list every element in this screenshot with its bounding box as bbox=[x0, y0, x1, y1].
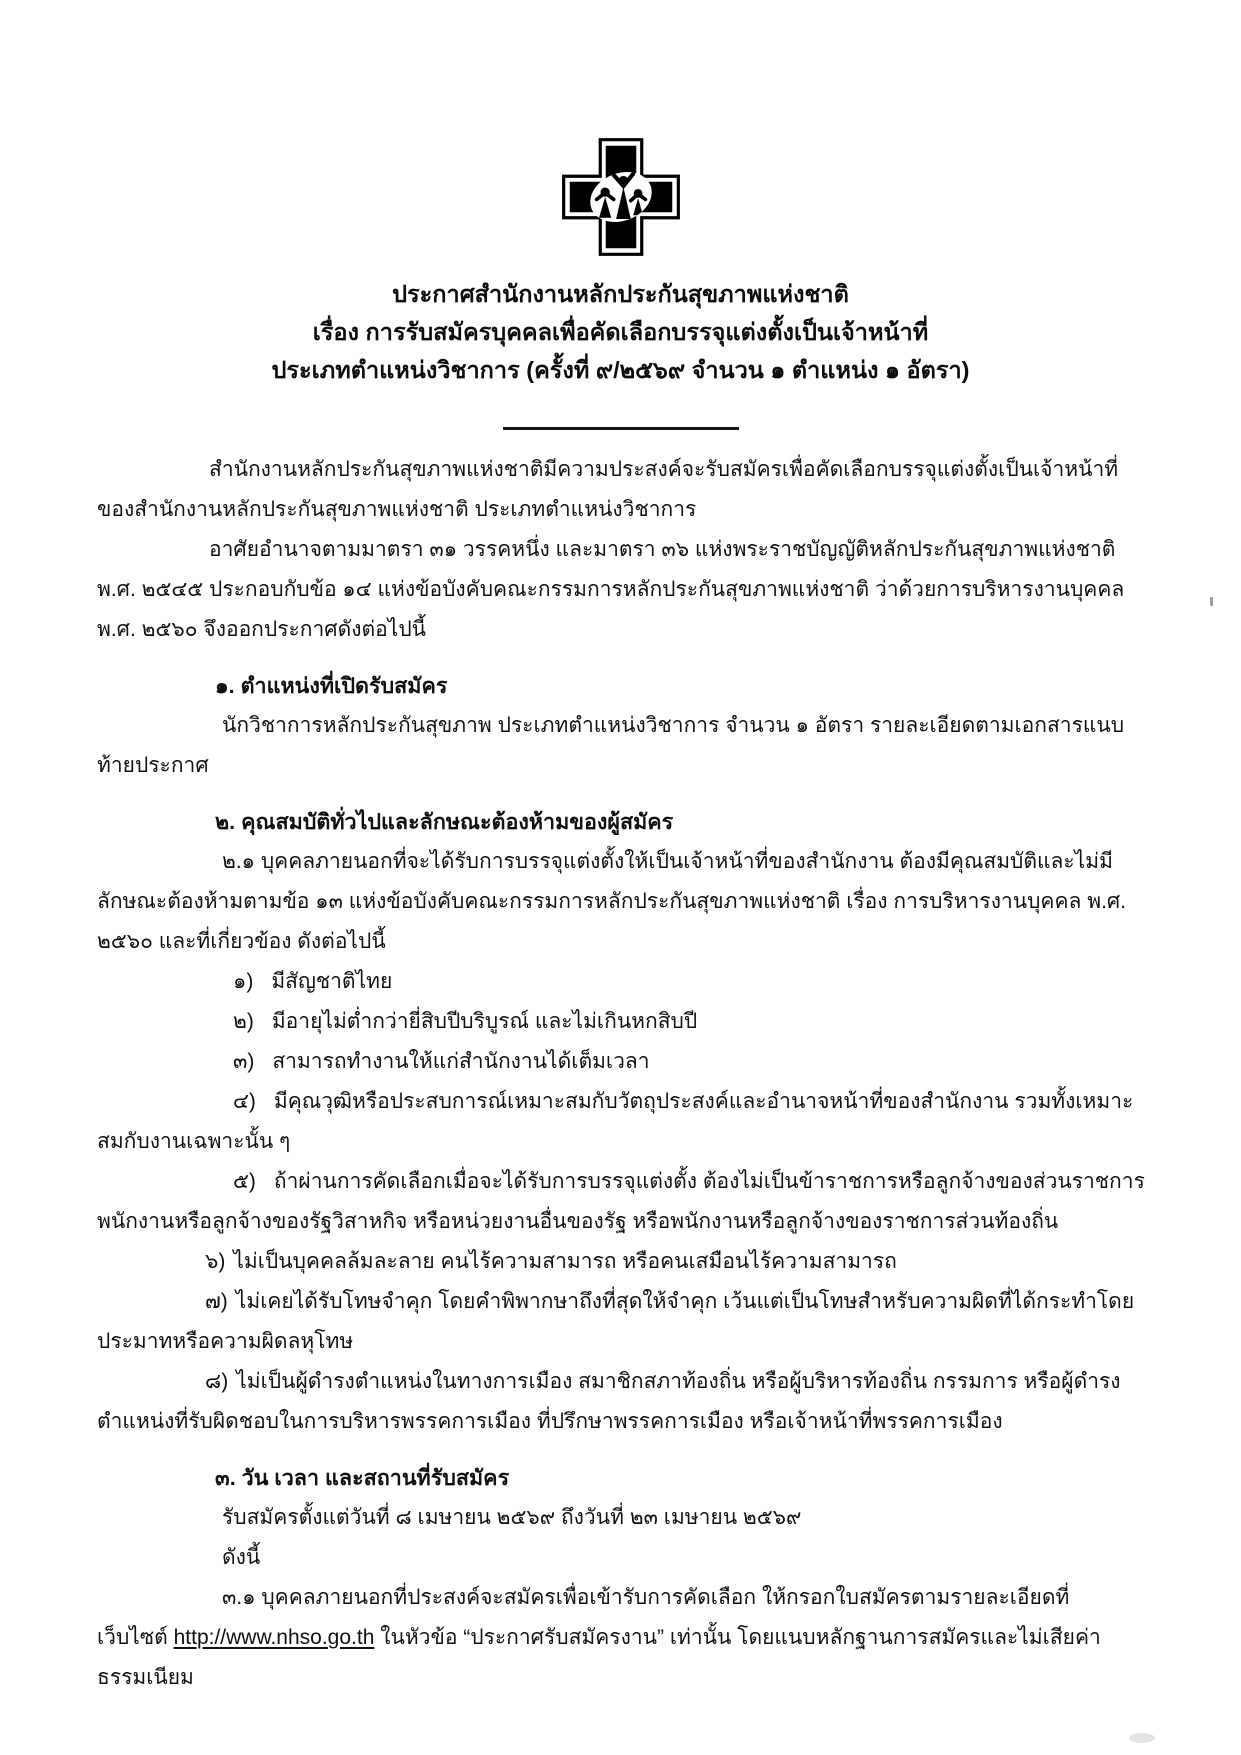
item-number: ๗) bbox=[205, 1290, 228, 1313]
nhso-cross-people-icon bbox=[560, 136, 682, 258]
document-body bbox=[97, 450, 1145, 1698]
item-number: ๘) bbox=[205, 1370, 229, 1393]
section2-intro: ๒.๑ บุคคลภายนอกที่จะได้รับการบรรจุแต่งตั้งให้เป็นเจ้าหน้าที่ของสำนักงาน ต้องมีคุณสมบัติและไม่มีลักษณะต้องห้ามตามข้อ ๑๓ แห่งข้อบังคับคณะกรรมการหลักประกันสุขภาพแห่งชาติ เรื่อง การบริหารงานบุคคล พ.ศ. ๒๕๖๐ และที่เกี่ยวข้อง ดังต่อไปนี้ bbox=[97, 850, 1127, 953]
item-number: ๖) bbox=[205, 1250, 226, 1273]
application-instruction bbox=[97, 1578, 1145, 1698]
item-text: ไม่เป็นผู้ดำรงตำแหน่งในทางการเมือง สมาชิกสภาท้องถิ่น หรือผู้บริหารท้องถิ่น กรรมการ หรือผู้ดำรงตำแหน่งที่รับผิดชอบในการบริหารพรรคการเมือง ที่ปรึกษาพรรคการเมือง หรือเจ้าหน้าที่พรรคการเมือง bbox=[97, 1370, 1121, 1433]
continuation-line: ดังนี้ bbox=[222, 1546, 261, 1569]
instruction-suffix: ในหัวข้อ “ประกาศรับสมัครงาน” เท่านั้น โดยแนบหลักฐานการสมัครและไม่เสียค่าธรรมเนียม bbox=[97, 1626, 1101, 1689]
scan-artifact-dot bbox=[1210, 597, 1213, 606]
item-text: มีสัญชาติไทย bbox=[271, 970, 393, 993]
logo-container bbox=[0, 0, 1241, 263]
item-text: มีอายุไม่ต่ำกว่ายี่สิบปีบริบูรณ์ และไม่เกินหกสิบปี bbox=[271, 1010, 698, 1033]
instruction-prefix: ๓.๑ บุคคลภายนอกที่ประสงค์จะสมัครเพื่อเข้ารับการคัดเลือก ให้กรอกใบสมัครตามรายละเอียดที่ เว็บไซต์ bbox=[97, 1586, 1070, 1649]
intro-paragraph-2: อาศัยอำนาจตามมาตรา ๓๑ วรรคหนึ่ง และมาตรา ๓๖ แห่งพระราชบัญญัติหลักประกันสุขภาพแห่งชาติ พ.ศ. ๒๕๔๕ ประกอบกับข้อ ๑๔ แห่งข้อบังคับคณะกรรมการหลักประกันสุขภาพแห่งชาติ ว่าด้วยการบริหารงานบุคคล พ.ศ. ๒๕๖๐ จึงออกประกาศดังต่อไปนี้ bbox=[97, 538, 1125, 641]
qualification-item-1 bbox=[97, 962, 1145, 1002]
item-text: สามารถทำงานให้แก่สำนักงานได้เต็มเวลา bbox=[272, 1050, 650, 1073]
item-number: ๔) bbox=[233, 1090, 256, 1113]
section2-heading: ๒. คุณสมบัติทั่วไปและลักษณะต้องห้ามของผู้สมัคร bbox=[215, 810, 674, 834]
qualification-item-4 bbox=[97, 1082, 1145, 1162]
qualification-item-3 bbox=[97, 1042, 1145, 1082]
item-number: ๑) bbox=[233, 970, 254, 993]
qualification-item-2 bbox=[97, 1002, 1145, 1042]
qualification-item-7 bbox=[97, 1282, 1145, 1362]
application-period-line: รับสมัครตั้งแต่วันที่ ๘ เมษายน ๒๕๖๙ ถึงวันที่ ๒๓ เมษายน ๒๕๖๙ bbox=[222, 1506, 802, 1529]
section1-body: นักวิชาการหลักประกันสุขภาพ ประเภทตำแหน่งวิชาการ จำนวน ๑ อัตรา รายละเอียดตามเอกสารแนบท้ายประกาศ bbox=[97, 714, 1125, 777]
intro-paragraph-1: สำนักงานหลักประกันสุขภาพแห่งชาติมีความประสงค์จะรับสมัครเพื่อคัดเลือกบรรจุแต่งตั้งเป็นเจ้าหน้าที่ของสำนักงานหลักประกันสุขภาพแห่งชาติ ประเภทตำแหน่งวิชาการ bbox=[97, 458, 1119, 521]
item-text: ไม่เป็นบุคคลล้มละลาย คนไร้ความสามารถ หรือคนเสมือนไร้ความสามารถ bbox=[233, 1250, 897, 1273]
title-line-2: เรื่อง การรับสมัครบุคคลเพื่อคัดเลือกบรรจุแต่งตั้งเป็นเจ้าหน้าที่ bbox=[312, 319, 929, 345]
item-text: มีคุณวุฒิหรือประสบการณ์เหมาะสมกับวัตถุประสงค์และอำนาจหน้าที่ของสำนักงาน รวมทั้งเหมาะสมกับงานเฉพาะนั้น ๆ bbox=[97, 1090, 1134, 1153]
qualification-item-8 bbox=[97, 1362, 1145, 1442]
scan-artifact-smudge bbox=[1129, 1733, 1155, 1743]
announcement-title bbox=[0, 275, 1241, 389]
website-link[interactable]: http://www.nhso.go.th bbox=[173, 1626, 375, 1649]
qualification-item-6 bbox=[97, 1242, 1145, 1282]
title-line-1: ประกาศสำนักงานหลักประกันสุขภาพแห่งชาติ bbox=[392, 281, 849, 307]
item-text: ไม่เคยได้รับโทษจำคุก โดยคำพิพากษาถึงที่สุดให้จำคุก เว้นแต่เป็นโทษสำหรับความผิดที่ได้กระทำโดยประมาทหรือความผิดลหุโทษ bbox=[97, 1290, 1135, 1353]
qualification-item-5 bbox=[97, 1162, 1145, 1242]
item-text: ถ้าผ่านการคัดเลือกเมื่อจะได้รับการบรรจุแต่งตั้ง ต้องไม่เป็นข้าราชการหรือลูกจ้างของส่วนราชการ พนักงานหรือลูกจ้างของรัฐวิสาหกิจ หรือหน่วยงานอื่นของรัฐ หรือพนักงานหรือลูกจ้างของราชการส่วนท้องถิ่น bbox=[97, 1170, 1145, 1233]
section3-heading: ๓. วัน เวลา และสถานที่รับสมัคร bbox=[215, 1466, 510, 1490]
section1-heading: ๑. ตำแหน่งที่เปิดรับสมัคร bbox=[215, 674, 448, 698]
item-number: ๕) bbox=[233, 1170, 256, 1193]
title-line-3: ประเภทตำแหน่งวิชาการ (ครั้งที่ ๙/๒๕๖๙ จำนวน ๑ ตำแหน่ง ๑ อัตรา) bbox=[271, 357, 970, 383]
item-number: ๓) bbox=[233, 1050, 255, 1073]
item-number: ๒) bbox=[233, 1010, 254, 1033]
title-divider bbox=[503, 427, 739, 430]
